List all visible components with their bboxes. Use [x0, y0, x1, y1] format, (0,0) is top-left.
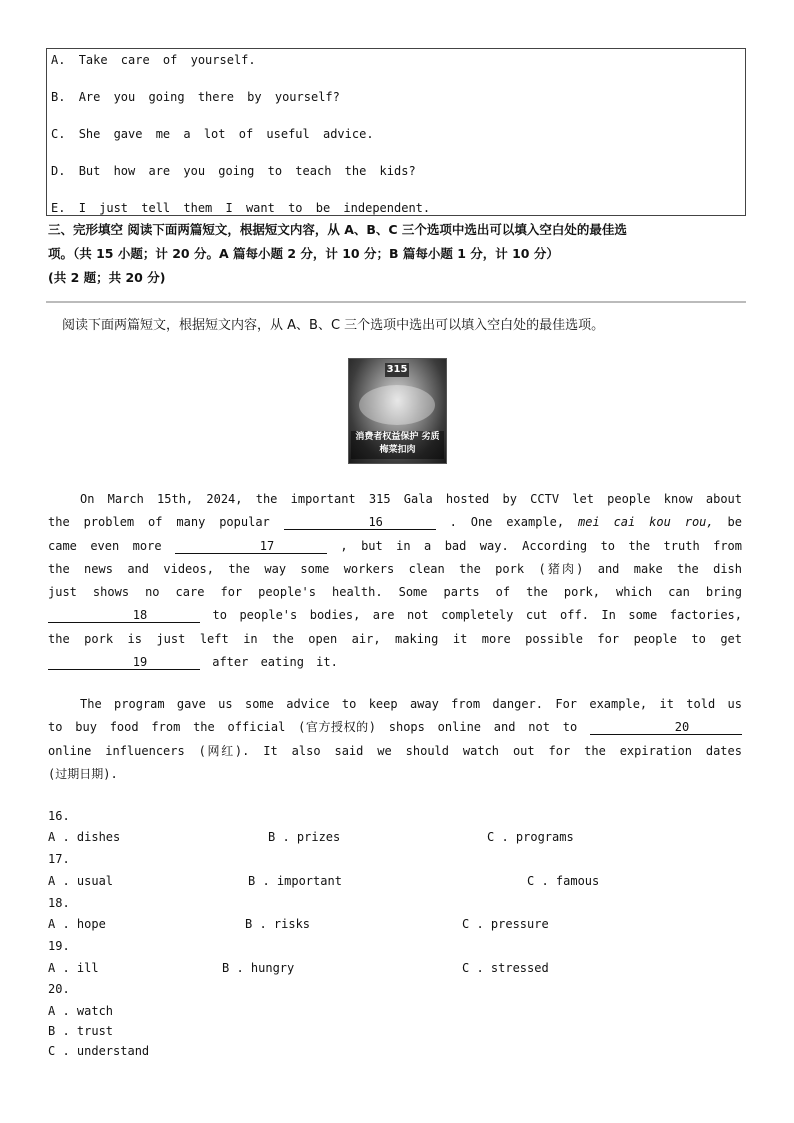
- blank-16[interactable]: 16: [284, 515, 436, 530]
- blank-18[interactable]: 18: [48, 608, 200, 623]
- option-a: A. Take care of yourself.: [51, 53, 256, 67]
- instruction: 阅读下面两篇短文，根据短文内容，从 A、B、C 三个选项中选出可以填入空白处的最佳选项。: [62, 318, 605, 333]
- news-image: [348, 358, 447, 464]
- q17-choice-b[interactable]: B . important: [248, 874, 342, 888]
- option-e: E. I just tell them I want to be independent.: [51, 201, 431, 215]
- term-mei-cai-kou-rou: mei cai kou rou,: [578, 515, 714, 530]
- image-caption: 消费者权益保护 劣质梅菜扣肉: [351, 431, 444, 459]
- blank-19[interactable]: 19: [48, 655, 200, 670]
- section-header-line2: 项。（共 15 小题；计 20 分。A 篇每小题 2 分，计 10 分；B 篇每小题 1 分，计 10 分）: [48, 246, 559, 261]
- q19-choice-b[interactable]: B . hungry: [222, 961, 295, 975]
- question-20-number: 20.: [48, 982, 70, 996]
- section-header-line3: (共 2 题；共 20 分): [48, 270, 166, 285]
- q17-choice-c[interactable]: C . famous: [527, 874, 600, 888]
- option-d: D. But how are you going to teach the kids?: [51, 164, 416, 178]
- q17-choice-a[interactable]: A . usual: [48, 874, 114, 888]
- q18-choice-c[interactable]: C . pressure: [462, 917, 549, 931]
- q20-choice-b[interactable]: B . trust: [48, 1024, 114, 1038]
- blank-20[interactable]: 20: [590, 720, 742, 735]
- question-17-number: 17.: [48, 852, 70, 866]
- q19-choice-a[interactable]: A . ill: [48, 961, 99, 975]
- question-19-number: 19.: [48, 939, 70, 953]
- blank-17[interactable]: 17: [175, 539, 327, 554]
- option-b: B. Are you going there by yourself?: [51, 90, 340, 104]
- passage-1: On March 15th, 2024, the important 315 Gala hosted by CCTV let people know about the problem of many popular 16 . One example, mei cai kou rou, be came even more 17 , but in a bad way. According to the truth from the news and videos, the way some workers clean the pork (猪肉) and make the dish just shows no care for people's health. Some parts of the pork, which can bring 18 to people's bodies, are not completely cut off. In some factories, the pork is just left in the open air, making it more possible for people to get 19 after eating it.: [48, 492, 742, 670]
- divider: [46, 301, 746, 303]
- image-label-315: 315: [386, 364, 408, 375]
- q20-choice-c[interactable]: C . understand: [48, 1044, 150, 1058]
- q18-choice-a[interactable]: A . hope: [48, 917, 106, 931]
- q20-choice-a[interactable]: A . watch: [48, 1004, 114, 1018]
- option-c: C. She gave me a lot of useful advice.: [51, 127, 374, 141]
- options-box: [46, 48, 746, 216]
- q16-choice-a[interactable]: A . dishes: [48, 830, 121, 844]
- q18-choice-b[interactable]: B . risks: [245, 917, 311, 931]
- question-18-number: 18.: [48, 896, 70, 910]
- question-16-number: 16.: [48, 809, 70, 823]
- q19-choice-c[interactable]: C . stressed: [462, 961, 549, 975]
- passage-2: The program gave us some advice to keep away from danger. For example, it told us to buy food from the official (官方授权的) shops online and not to 20 online influencers (网红). It also said we should watch out for the expiration dates (过期日期).: [48, 697, 742, 781]
- section-header-line1: 三、完形填空 阅读下面两篇短文，根据短文内容，从 A、B、C 三个选项中选出可以填入空白处的最佳选: [48, 222, 627, 237]
- q16-choice-c[interactable]: C . programs: [487, 830, 574, 844]
- q16-choice-b[interactable]: B . prizes: [268, 830, 341, 844]
